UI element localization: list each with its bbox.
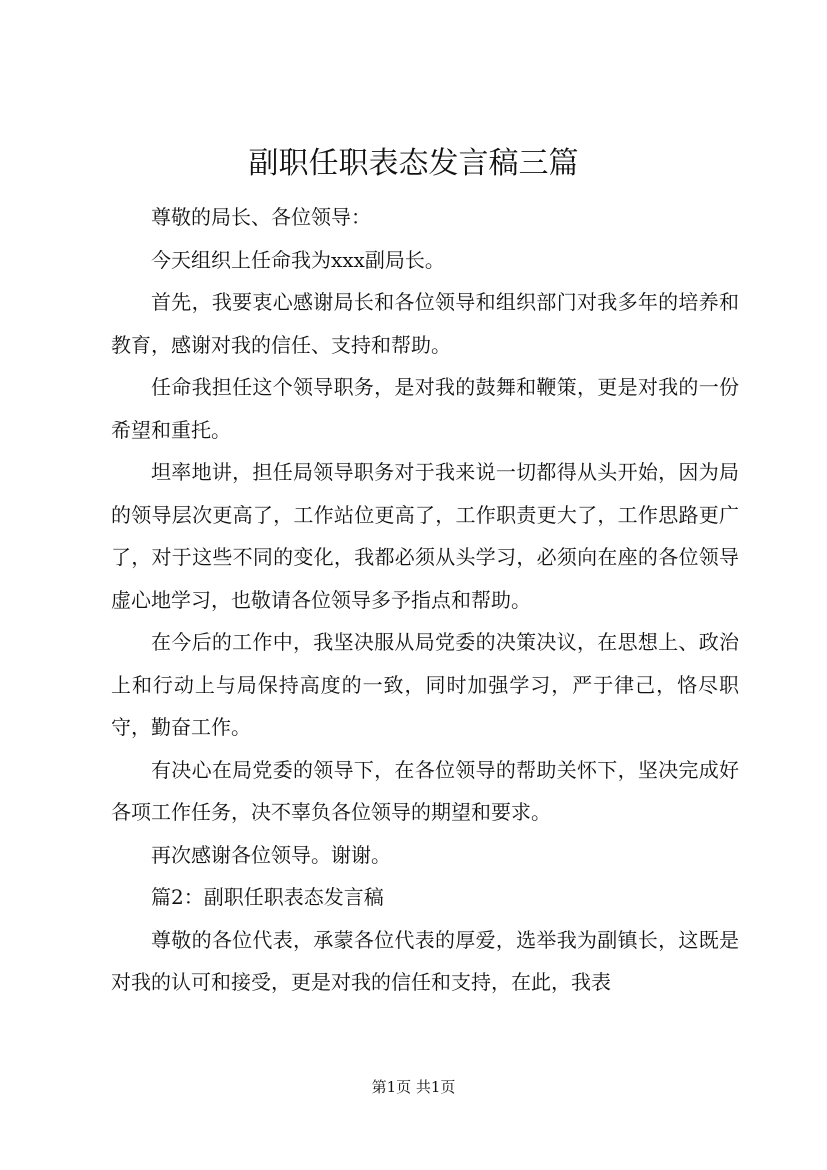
- paragraph-thanks: 首先，我要衷心感谢局长和各位领导和组织部门对我多年的培养和教育，感谢对我的信任、支持和帮助。: [111, 290, 739, 357]
- paragraph-closing: 再次感谢各位领导。谢谢。: [151, 842, 391, 867]
- section-heading-part2: 篇2：副职任职表态发言稿: [151, 885, 384, 909]
- paragraph-appointment: 今天组织上任命我为xxx副局长。: [151, 247, 445, 272]
- page-footer: 第1页 共1页: [371, 1078, 456, 1096]
- paragraph-part2-opening: 尊敬的各位代表，承蒙各位代表的厚爱，选举我为副镇长，这既是对我的认可和接受，更是对我的信任和支持，在此，我表: [111, 927, 739, 994]
- document-title: 副职任职表态发言稿三篇: [248, 146, 579, 181]
- document-body: [111, 196, 739, 1004]
- paragraph-commitment: 在今后的工作中，我坚决服从局党委的决策决议，在思想上、政治上和行动上与局保持高度的一致，同时加强学习，严于律己，恪尽职守，勤奋工作。: [111, 630, 739, 739]
- paragraph-determination: 有决心在局党委的领导下，在各位领导的帮助关怀下，坚决完成好各项工作任务，决不辜负各位领导的期望和要求。: [111, 757, 739, 824]
- paragraph-learning: 坦率地讲，担任局领导职务对于我来说一切都得从头开始，因为局的领导层次更高了，工作站位更高了，工作职责更大了，工作思路更广了，对于这些不同的变化，我都必须从头学习，必须向在座的各位领导虚心地学习，也敬请各位领导多予指点和帮助。: [111, 460, 739, 612]
- paragraph-encouragement: 任命我担任这个领导职务，是对我的鼓舞和鞭策，更是对我的一份希望和重托。: [111, 375, 739, 442]
- paragraph-salutation: 尊敬的局长、各位领导：: [151, 205, 371, 229]
